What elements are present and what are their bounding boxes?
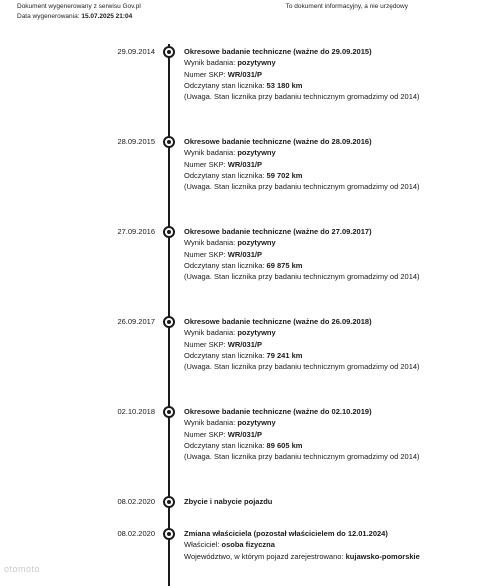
timeline-dot-icon (163, 528, 175, 540)
entry-voivodeship (184, 551, 424, 562)
timeline-dot-icon (163, 406, 175, 418)
info-disclaimer: To dokument informacyjny, a nie urzędowy (285, 3, 408, 10)
skp-value: WR/031/P (227, 339, 262, 349)
skp-value: WR/031/P (227, 159, 262, 169)
entry-result (184, 147, 424, 158)
entry-title: Okresowe badanie techniczne (ważne do 26.09.2018) (184, 317, 372, 326)
entry-result (184, 57, 424, 68)
entry-date: 08.02.2020 (117, 497, 155, 506)
entry-odometer (184, 170, 424, 181)
entry-date: 28.09.2015 (117, 137, 155, 146)
entry-skp (184, 69, 424, 80)
owner-value: osoba fizyczna (221, 540, 275, 550)
entry-body (184, 46, 424, 102)
entry-title: Okresowe badanie techniczne (ważne do 02.10.2019) (184, 407, 372, 416)
result-value: pozytywny (237, 238, 276, 248)
timeline-dot-icon (163, 316, 175, 328)
entry-odometer (184, 440, 424, 451)
entry-title: Okresowe badanie techniczne (ważne do 27.09.2017) (184, 227, 372, 236)
entry-result (184, 417, 424, 428)
generated-date-label: Data wygenerowania: (17, 13, 80, 20)
result-label: Wynik badania: (184, 238, 236, 248)
result-value: pozytywny (237, 58, 276, 68)
entry-date: 08.02.2020 (117, 529, 155, 538)
entry-body (184, 528, 424, 562)
skp-label: Numer SKP: (184, 429, 226, 439)
result-value: pozytywny (237, 418, 276, 428)
entry-note: (Uwaga. Stan licznika przy badaniu technicznym gromadzimy od 2014) (184, 182, 420, 192)
entry-title: Okresowe badanie techniczne (ważne do 29.09.2015) (184, 47, 372, 56)
timeline-dot-icon (163, 136, 175, 148)
skp-label: Numer SKP: (184, 339, 226, 349)
entry-body (184, 316, 424, 372)
entry-title: Zmiana właściciela (pozostał właścicielem do 12.01.2024) (184, 529, 388, 538)
entry-date: 29.09.2014 (117, 47, 155, 56)
entry-body (184, 406, 424, 462)
timeline-dot-icon (163, 496, 175, 508)
odometer-value: 69 875 km (266, 260, 303, 270)
entry-skp (184, 159, 424, 170)
result-label: Wynik badania: (184, 148, 236, 158)
result-value: pozytywny (237, 328, 276, 338)
odometer-label: Odczytany stan licznika: (184, 170, 265, 180)
skp-label: Numer SKP: (184, 249, 226, 259)
odometer-label: Odczytany stan licznika: (184, 260, 265, 270)
entry-body (184, 226, 424, 282)
entry-note: (Uwaga. Stan licznika przy badaniu technicznym gromadzimy od 2014) (184, 92, 420, 102)
watermark: otomoto (4, 564, 41, 574)
entry-date: 26.09.2017 (117, 317, 155, 326)
odometer-label: Odczytany stan licznika: (184, 440, 265, 450)
entry-body (184, 496, 424, 507)
entry-odometer (184, 260, 424, 271)
result-value: pozytywny (237, 148, 276, 158)
entry-skp (184, 429, 424, 440)
entry-body (184, 136, 424, 192)
entry-skp (184, 249, 424, 260)
generated-source: Dokument wygenerowany z serwisu Gov.pl (17, 3, 141, 10)
skp-value: WR/031/P (227, 429, 262, 439)
entry-date: 02.10.2018 (117, 407, 155, 416)
generated-info (17, 2, 141, 22)
generated-date-line (17, 12, 141, 22)
odometer-label: Odczytany stan licznika: (184, 80, 265, 90)
result-label: Wynik badania: (184, 58, 236, 68)
result-label: Wynik badania: (184, 418, 236, 428)
entry-result (184, 237, 424, 248)
skp-label: Numer SKP: (184, 159, 226, 169)
entry-odometer (184, 350, 424, 361)
odometer-value: 59 702 km (266, 170, 303, 180)
skp-label: Numer SKP: (184, 69, 226, 79)
entry-note: (Uwaga. Stan licznika przy badaniu technicznym gromadzimy od 2014) (184, 272, 420, 282)
entry-title: Okresowe badanie techniczne (ważne do 28.09.2016) (184, 137, 372, 146)
owner-label: Właściciel: (184, 540, 220, 550)
voivodeship-label: Województwo, w którym pojazd zarejestrowano: (184, 551, 344, 561)
entry-date: 27.09.2016 (117, 227, 155, 236)
odometer-label: Odczytany stan licznika: (184, 350, 265, 360)
entry-note: (Uwaga. Stan licznika przy badaniu technicznym gromadzimy od 2014) (184, 452, 420, 462)
entry-note: (Uwaga. Stan licznika przy badaniu technicznym gromadzimy od 2014) (184, 362, 420, 372)
odometer-value: 89 605 km (266, 440, 303, 450)
skp-value: WR/031/P (227, 69, 262, 79)
generated-date-value: 15.07.2025 21:04 (81, 13, 133, 20)
timeline-dot-icon (163, 226, 175, 238)
entry-odometer (184, 80, 424, 91)
entry-owner (184, 539, 424, 550)
skp-value: WR/031/P (227, 249, 262, 259)
odometer-value: 53 180 km (266, 80, 303, 90)
voivodeship-value: kujawsko-pomorskie (345, 551, 420, 561)
entry-result (184, 327, 424, 338)
odometer-value: 79 241 km (266, 350, 303, 360)
entry-title: Zbycie i nabycie pojazdu (184, 497, 273, 506)
result-label: Wynik badania: (184, 328, 236, 338)
entry-skp (184, 339, 424, 350)
timeline-dot-icon (163, 46, 175, 58)
